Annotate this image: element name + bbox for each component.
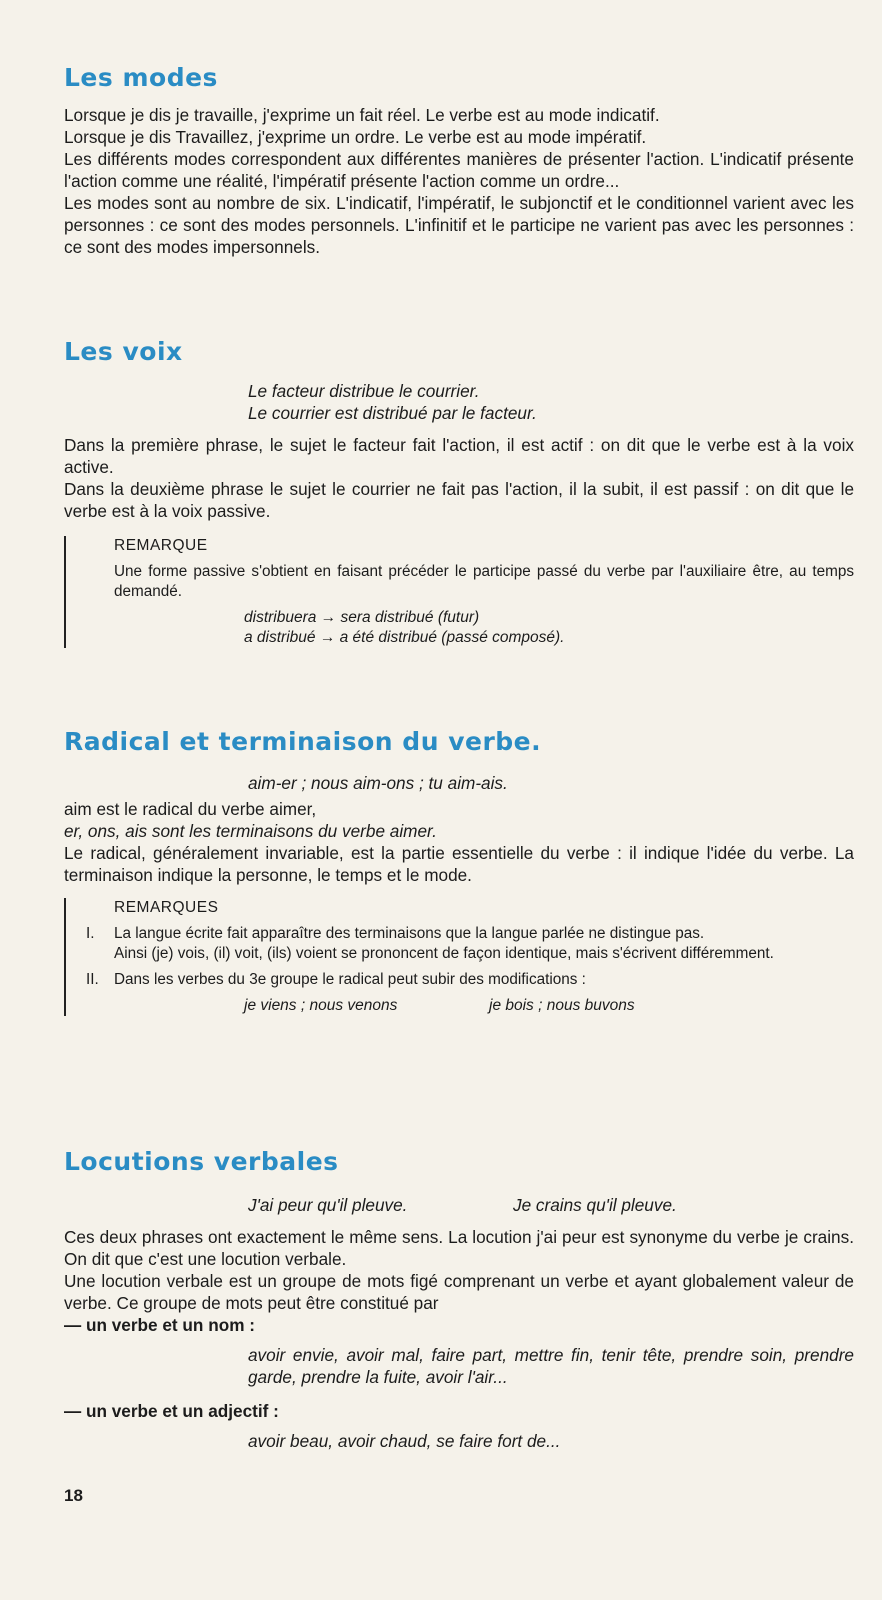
- section-title-locutions: Locutions verbales: [64, 1147, 339, 1176]
- section-title-voix: Les voix: [64, 337, 183, 366]
- modes-paragraph-2: Lorsque je dis Travaillez, j'exprime un ordre. Le verbe est au mode impératif.: [64, 127, 647, 147]
- locutions-dash-2-examples-block: [64, 1430, 854, 1452]
- modes-paragraph-3: Les différents modes correspondent aux différentes manières de présenter l'action. L'indicatif présente l'action comme une réalité, l'impératif présente l'action comme un ordre...: [64, 149, 854, 191]
- radical-remark-2: [86, 970, 854, 990]
- locutions-example-b: Je crains qu'il pleuve.: [513, 1195, 677, 1215]
- radical-paragraph-3: Le radical, généralement invariable, est la partie essentielle du verbe : il indique l'idée du verbe. La terminaison indique la personne, le temps et le mode.: [64, 843, 854, 885]
- radical-example: aim-er ; nous aim-ons ; tu aim-ais.: [248, 773, 508, 793]
- radical-remark-1b: Ainsi (je) vois, (il) voit, (ils) voient se prononcent de façon identique, mais s'écrivent différemment.: [114, 945, 774, 962]
- locutions-example-a: J'ai peur qu'il pleuve.: [248, 1195, 408, 1215]
- voix-example-2: Le courrier est distribué par le facteur.: [248, 403, 537, 423]
- locutions-examples: [64, 1194, 854, 1216]
- modes-paragraph-4: Les modes sont au nombre de six. L'indicatif, l'impératif, le subjonctif et le conditionnel varient avec les personnes : ce sont des modes personnels. L'infinitif et le participe ne varient pas avec les personnes : ce sont des modes impersonnels.: [64, 193, 854, 257]
- section-title-radical: Radical et terminaison du verbe.: [64, 727, 542, 756]
- remark-number-2: II.: [86, 971, 99, 988]
- page-number: 18: [64, 1486, 83, 1505]
- voix-remark-example-2: a distribué → a été distribué (passé composé).: [244, 629, 565, 646]
- section-voix: [64, 336, 854, 648]
- voix-examples: [64, 380, 854, 424]
- voix-remark: [64, 536, 854, 648]
- radical-remark-1a: La langue écrite fait apparaître des terminaisons que la langue parlée ne distingue pas.: [114, 925, 705, 942]
- voix-paragraph-1: Dans la première phrase, le sujet le facteur fait l'action, il est actif : on dit que le verbe est à la voix active.: [64, 435, 854, 477]
- section-title-modes: Les modes: [64, 63, 218, 92]
- radical-remarks-title: REMARQUES: [114, 899, 219, 916]
- voix-remark-example-1: distribuera → sera distribué (futur): [244, 609, 480, 626]
- voix-remark-text: Une forme passive s'obtient en faisant précéder le participe passé du verbe par l'auxiliaire être, au temps demandé.: [114, 563, 854, 600]
- radical-paragraph-1: aim est le radical du verbe aimer,: [64, 799, 317, 819]
- locutions-dash-1: — un verbe et un nom :: [64, 1315, 255, 1335]
- radical-remark-1: [86, 924, 854, 964]
- radical-paragraph-2: er, ons, ais sont les terminaisons du verbe aimer.: [64, 821, 437, 841]
- locutions-dash-1-examples-block: [64, 1344, 854, 1388]
- radical-remark-2-example-a: je viens ; nous venons: [244, 997, 398, 1014]
- locutions-dash-2: — un verbe et un adjectif :: [64, 1401, 279, 1421]
- radical-remark-2-text: Dans les verbes du 3e groupe le radical peut subir des modifications :: [114, 971, 586, 988]
- radical-example-block: [64, 772, 854, 794]
- locutions-paragraph-1: Ces deux phrases ont exactement le même sens. La locution j'ai peur est synonyme du verbe je crains. On dit que c'est une locution verbale.: [64, 1227, 854, 1269]
- section-modes: [64, 62, 854, 258]
- remark-number-1: I.: [86, 925, 95, 942]
- radical-remarks: [64, 898, 854, 1016]
- voix-paragraph-2: Dans la deuxième phrase le sujet le courrier ne fait pas l'action, il la subit, il est passif : on dit que le verbe est à la voix passive.: [64, 479, 854, 521]
- section-locutions: [64, 1146, 854, 1452]
- locutions-dash-1-examples: avoir envie, avoir mal, faire part, mettre fin, tenir tête, prendre soin, prendre garde, prendre la fuite, avoir l'air...: [248, 1345, 854, 1387]
- voix-example-1: Le facteur distribue le courrier.: [248, 381, 480, 401]
- radical-remark-2-example-b: je bois ; nous buvons: [489, 997, 635, 1014]
- modes-paragraph-1: Lorsque je dis je travaille, j'exprime un fait réel. Le verbe est au mode indicatif.: [64, 105, 660, 125]
- locutions-paragraph-2: Une locution verbale est un groupe de mots figé comprenant un verbe et ayant globalement valeur de verbe. Ce groupe de mots peut être constitué par: [64, 1271, 854, 1313]
- locutions-dash-2-examples: avoir beau, avoir chaud, se faire fort de...: [248, 1431, 561, 1451]
- section-radical: [64, 726, 854, 1016]
- voix-remark-title: REMARQUE: [114, 537, 208, 554]
